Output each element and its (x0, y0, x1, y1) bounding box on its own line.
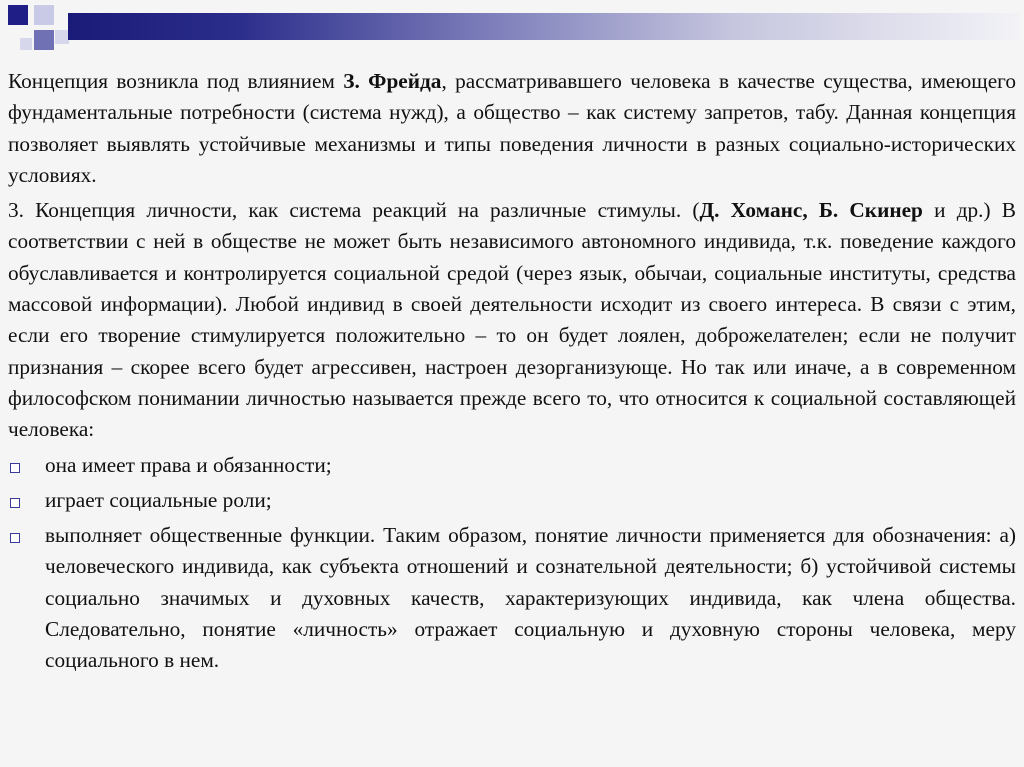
list-item-text: играет социальные роли; (45, 487, 272, 512)
paragraph-text: Концепция возникла под влиянием (8, 69, 344, 93)
paragraph-concept-3 (8, 195, 1016, 445)
decor-square (55, 30, 69, 44)
list-item (8, 485, 1016, 516)
list-item (8, 450, 1016, 481)
slide-content (8, 66, 1016, 681)
decor-square (34, 5, 54, 25)
paragraph-text: 3. Концепция личности, как система реакций на различные стимулы. ( (8, 198, 700, 223)
bullet-list (8, 450, 1016, 677)
decor-square (34, 30, 54, 50)
paragraph-text: , рассматривавшего человека в качестве существа, имеющего фундаментальные потребности (система нужд), а общество – как систему запретов, табу. Данная концепция позволяет выявлять устойчивые механизмы и типы поведения личности в разных социально-исторических условиях. (8, 69, 1016, 187)
list-item (8, 520, 1016, 676)
hollow-square-bullet-icon (10, 533, 20, 543)
author-names: Д. Хоманс, Б. Скинер (699, 198, 923, 223)
hollow-square-bullet-icon (10, 463, 20, 473)
decor-square (8, 5, 28, 25)
author-name: З. Фрейда (343, 69, 442, 93)
hollow-square-bullet-icon (10, 498, 20, 508)
list-item-text: она имеет права и обязанности; (45, 452, 332, 477)
list-item-text: выполняет общественные функции. Таким образом, понятие личности применяется для обозначения: а) человеческого индивида, как субъекта отношений и сознательной деятельности; б) устойчивой системы социально значимых и духовных качеств, характеризующих индивида, как члена общества. Следовательно, понятие «личность» отражает социальную и духовную стороны человека, меру социального в нем. (45, 523, 1016, 673)
paragraph-freud (8, 66, 1016, 191)
decor-square (20, 38, 32, 50)
paragraph-text: и др.) В соответствии с ней в обществе не может быть независимого автономного индивида, т.к. поведение каждого обуславливается и контролируется социальной средой (через язык, обычаи, социальные институты, средства массовой информации). Любой индивид в своей деятельности исходит из своего интереса. В связи с этим, если его творение стимулируется положительно – то он будет лоялен, доброжелателен; если не получит признания – скорее всего будет агрессивен, настроен дезорганизующе. Но так или иначе, а в современном философском понимании личностью называется прежде всего то, что относится к социальной составляющей человека: (8, 198, 1016, 442)
header-gradient-bar (68, 13, 1020, 40)
